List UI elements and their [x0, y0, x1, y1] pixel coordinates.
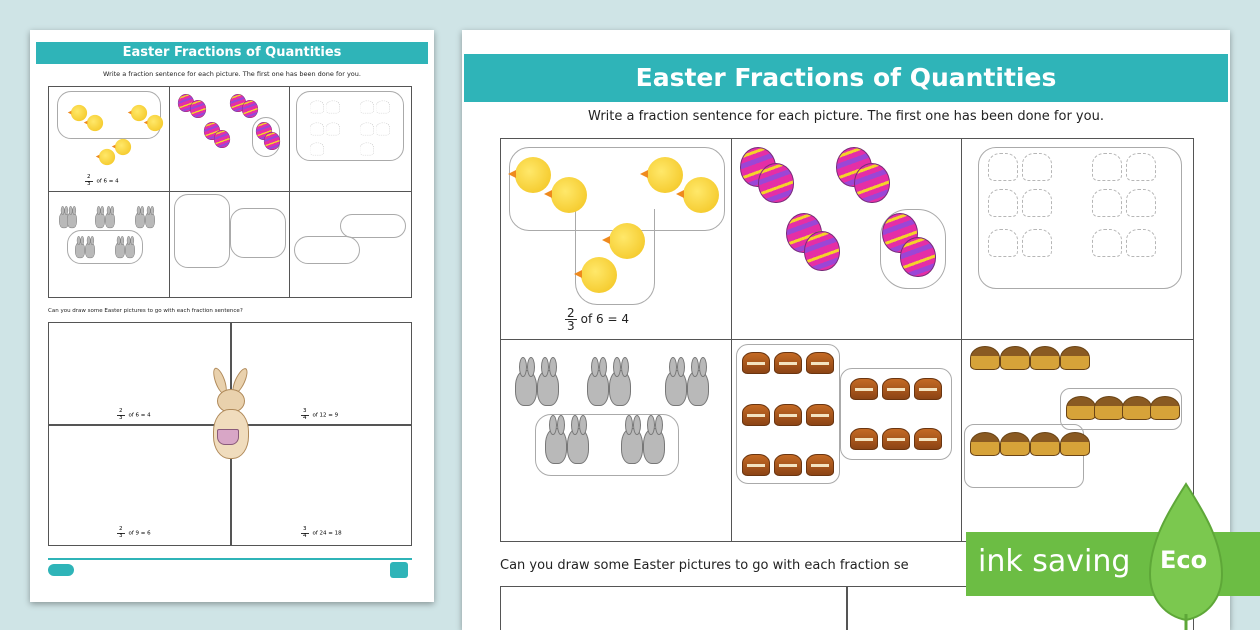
thumbnail-title: Easter Fractions of Quantities — [36, 42, 428, 64]
sentence-2: $\frac{3}{4}$ of 12 = 9 — [303, 408, 339, 421]
hot-cross-bun-icon — [806, 454, 834, 476]
nest-icon — [1030, 432, 1060, 456]
twinkl-logo-icon — [48, 564, 74, 576]
bunny-icon — [75, 242, 85, 258]
bunny-icon — [115, 242, 125, 258]
chick-icon — [99, 149, 115, 165]
egg-icon — [264, 132, 280, 150]
lamb-icon — [1022, 189, 1052, 217]
lamb-icon — [1126, 229, 1156, 257]
lamb-icon — [988, 229, 1018, 257]
page-corner-logo-icon — [390, 562, 408, 578]
chick-icon — [683, 177, 719, 213]
lamb-icon — [377, 123, 391, 136]
hot-cross-bun-icon — [774, 352, 802, 374]
thumb-cell-nests — [290, 192, 411, 297]
nest-icon — [1000, 432, 1030, 456]
hot-cross-bun-icon — [742, 352, 770, 374]
bunny-icon — [609, 370, 631, 406]
hot-cross-bun-icon — [774, 454, 802, 476]
hot-cross-bun-icon — [850, 428, 878, 450]
lamb-icon — [311, 123, 325, 136]
thumb-cell-lambs — [290, 87, 411, 192]
bunny-icon — [587, 370, 609, 406]
bunny-icon — [545, 428, 567, 464]
thumbnail-picture-grid — [48, 86, 412, 298]
main-instruction: Write a fraction sentence for each picture. The first one has been done for you. — [588, 109, 1104, 124]
main-picture-grid — [500, 138, 1194, 542]
main-title: Easter Fractions of Quantities — [464, 54, 1228, 102]
lamb-icon — [988, 153, 1018, 181]
bunny-icon — [621, 428, 643, 464]
sentence-4: $\frac{3}{4}$ of 24 = 18 — [303, 526, 342, 539]
bunny-icon — [67, 212, 77, 228]
thumb-cell-bunnies — [49, 192, 170, 297]
cell-hot-cross-buns — [732, 340, 963, 541]
nest-icon — [1060, 432, 1090, 456]
bunny-icon — [643, 428, 665, 464]
bunny-icon — [85, 242, 95, 258]
nest-group — [294, 236, 360, 264]
chick-icon — [147, 115, 163, 131]
nest-icon — [970, 346, 1000, 370]
chick-icon — [647, 157, 683, 193]
egg-icon — [242, 100, 258, 118]
chick-icon — [609, 223, 645, 259]
lamb-icon — [1092, 189, 1122, 217]
chick-icon — [551, 177, 587, 213]
lamb-icon — [311, 101, 325, 114]
bunny-icon — [105, 212, 115, 228]
hot-cross-bun-icon — [742, 404, 770, 426]
lamb-icon — [1022, 229, 1052, 257]
egg-icon — [854, 163, 890, 203]
eco-label: Eco — [1160, 546, 1208, 574]
sentence-1: $\frac{2}{3}$ of 6 = 4 — [119, 408, 151, 421]
nest-icon — [1030, 346, 1060, 370]
egg-icon — [900, 237, 936, 277]
lamb-icon — [327, 101, 341, 114]
nest-icon — [1122, 396, 1152, 420]
bunny-icon — [135, 212, 145, 228]
nest-icon — [1094, 396, 1124, 420]
chick-icon — [115, 139, 131, 155]
hot-cross-bun-icon — [882, 428, 910, 450]
draw-grid-vertical-line — [846, 587, 848, 630]
thumb-cell-hot-cross-buns — [170, 192, 291, 297]
bun-group — [230, 208, 286, 258]
main-draw-prompt: Can you draw some Easter pictures to go with each fraction se — [500, 558, 909, 573]
egg-icon — [758, 163, 794, 203]
footer-line — [48, 558, 412, 560]
lamb-icon — [361, 123, 375, 136]
thumb-example-sentence: $\frac{2}{3}$ of 6 = 4 — [87, 174, 119, 187]
cell-eggs — [732, 139, 963, 340]
sentence-3: $\frac{2}{3}$ of 9 = 6 — [119, 526, 151, 539]
lamb-icon — [361, 143, 375, 156]
cell-lambs — [962, 139, 1193, 340]
cell-chicks — [501, 139, 732, 340]
hot-cross-bun-icon — [914, 428, 942, 450]
nest-icon — [970, 432, 1000, 456]
hot-cross-bun-icon — [774, 404, 802, 426]
chick-group — [575, 209, 655, 305]
egg-icon — [804, 231, 840, 271]
egg-icon — [214, 130, 230, 148]
lamb-icon — [1126, 153, 1156, 181]
lamb-icon — [1022, 153, 1052, 181]
lamb-icon — [1092, 153, 1122, 181]
easter-bunny-illustration — [207, 367, 259, 463]
bunny-icon — [567, 428, 589, 464]
chick-icon — [131, 105, 147, 121]
nest-icon — [1150, 396, 1180, 420]
lamb-icon — [1126, 189, 1156, 217]
nest-icon — [1000, 346, 1030, 370]
bunny-icon — [665, 370, 687, 406]
hot-cross-bun-icon — [806, 352, 834, 374]
bunny-icon — [687, 370, 709, 406]
lamb-icon — [1092, 229, 1122, 257]
hot-cross-bun-icon — [850, 378, 878, 400]
bunny-icon — [125, 242, 135, 258]
lamb-icon — [377, 101, 391, 114]
lamb-icon — [988, 189, 1018, 217]
nest-group — [340, 214, 406, 238]
hot-cross-bun-icon — [806, 404, 834, 426]
chick-icon — [515, 157, 551, 193]
hot-cross-bun-icon — [914, 378, 942, 400]
lamb-icon — [311, 143, 325, 156]
chick-icon — [71, 105, 87, 121]
bun-group — [174, 194, 230, 268]
thumb-cell-chicks — [49, 87, 170, 192]
thumbnail-draw-prompt: Can you draw some Easter pictures to go with each fraction sentence? — [48, 308, 243, 314]
thumbnail-instruction: Write a fraction sentence for each picture. The first one has been done for you. — [103, 70, 361, 78]
hot-cross-bun-icon — [882, 378, 910, 400]
bunny-icon — [537, 370, 559, 406]
thumbnail-draw-grid — [48, 322, 412, 546]
nest-icon — [1066, 396, 1096, 420]
nest-icon — [1060, 346, 1090, 370]
lamb-icon — [327, 123, 341, 136]
bunny-icon — [515, 370, 537, 406]
bunny-icon — [95, 212, 105, 228]
egg-icon — [190, 100, 206, 118]
ink-saving-label: ink saving — [978, 544, 1131, 579]
thumb-cell-eggs — [170, 87, 291, 192]
bunny-icon — [145, 212, 155, 228]
hot-cross-bun-icon — [742, 454, 770, 476]
lamb-icon — [361, 101, 375, 114]
chick-icon — [581, 257, 617, 293]
basket — [217, 429, 239, 445]
thumbnail-sheet[interactable] — [30, 30, 434, 602]
example-fraction-sentence: $\frac{2}{3}$ of 6 = 4 — [567, 306, 629, 333]
cell-bunnies — [501, 340, 732, 541]
chick-icon — [87, 115, 103, 131]
